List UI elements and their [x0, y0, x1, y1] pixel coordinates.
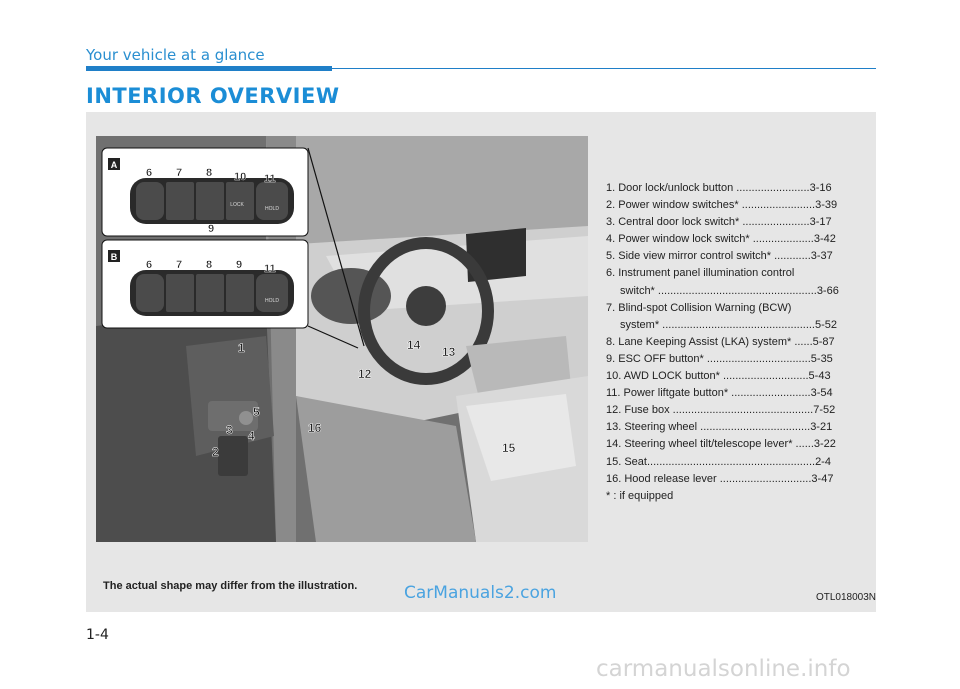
section-rule-thick: [86, 66, 332, 71]
page-number: 1-4: [86, 627, 109, 643]
callout-5: 5: [253, 405, 260, 419]
figure-code: OTL018003N: [815, 592, 876, 603]
interior-illustration: [96, 136, 588, 542]
inset-a-callout-10: 10: [234, 171, 247, 183]
callout-1: 1: [238, 341, 245, 355]
legend-item: 7. Blind-spot Collision Warning (BCW): [606, 301, 792, 314]
footer-watermark: carmanualsonline.info: [596, 656, 851, 682]
inset-a-callout-11: 11: [264, 173, 276, 185]
legend-item-cont: switch* ....................................................3-66: [620, 284, 839, 297]
inset-b-callout-11: 11: [264, 263, 276, 275]
legend-item-cont: system* ..................................................5-52: [620, 318, 837, 331]
inset-a-hold-text: HOLD: [265, 206, 279, 212]
legend-item: 3. Central door lock switch* ......................3-17: [606, 216, 832, 229]
legend-item: 10. AWD LOCK button* ............................5-43: [606, 370, 831, 383]
legend-item: 4. Power window lock switch* ....................3-42: [606, 233, 836, 246]
legend-item: 12. Fuse box ..............................................7-52: [606, 404, 836, 417]
legend-footnote: * : if equipped: [606, 489, 674, 502]
legend-item: 16. Hood release lever ..............................3-47: [606, 472, 834, 485]
callout-4: 4: [248, 429, 255, 443]
legend-item: 1. Door lock/unlock button ........................3-16: [606, 182, 832, 194]
callout-13: 13: [442, 345, 456, 359]
section-title: Your vehicle at a glance: [86, 46, 265, 64]
callout-3: 3: [226, 423, 233, 437]
inset-b-callout-6: 6: [146, 259, 153, 271]
legend-item: 13. Steering wheel ....................................3-21: [606, 421, 833, 434]
inset-a-callout-6: 6: [146, 167, 153, 179]
inset-b-callout-8: 8: [206, 259, 213, 271]
callout-12: 12: [358, 367, 372, 381]
legend-item: 6. Instrument panel illumination control: [606, 267, 795, 280]
inset-a-callout-7: 7: [176, 167, 183, 179]
inset-b-callout-9: 9: [236, 259, 243, 271]
watermark-link[interactable]: CarManuals2.com: [404, 583, 557, 603]
legend-item: 2. Power window switches* ........................3-39: [606, 199, 838, 212]
legend-item: 9. ESC OFF button* ..................................5-35: [606, 352, 833, 365]
callout-15: 15: [502, 441, 516, 455]
legend-item: 11. Power liftgate button* ..........................3-54: [606, 387, 833, 400]
section-rule-thin: [332, 68, 876, 69]
callout-16: 16: [308, 421, 322, 435]
illustration-graphic: [96, 136, 588, 542]
inset-a-callout-9: 9: [208, 223, 215, 235]
inset-a-callout-8: 8: [206, 167, 213, 179]
legend-item: 5. Side view mirror control switch* ............3-37: [606, 250, 833, 263]
inset-a-lock-text: LOCK: [230, 202, 244, 208]
legend-item: 15. Seat.......................................................2-4: [606, 455, 831, 468]
inset-b-label: B: [110, 252, 118, 262]
inset-b-callout-7: 7: [176, 259, 183, 271]
figure-caption: The actual shape may differ from the illustration.: [103, 580, 358, 592]
inset-a-label: A: [110, 160, 118, 170]
legend-list: [606, 180, 866, 505]
inset-b-hold-text: HOLD: [265, 298, 279, 304]
legend-item: 14. Steering wheel tilt/telescope lever* ......3-22: [606, 438, 836, 451]
page-title: INTERIOR OVERVIEW: [86, 84, 340, 108]
callout-2: 2: [212, 445, 219, 459]
callout-14: 14: [407, 338, 421, 352]
legend-item: 8. Lane Keeping Assist (LKA) system* ......5-87: [606, 335, 835, 348]
